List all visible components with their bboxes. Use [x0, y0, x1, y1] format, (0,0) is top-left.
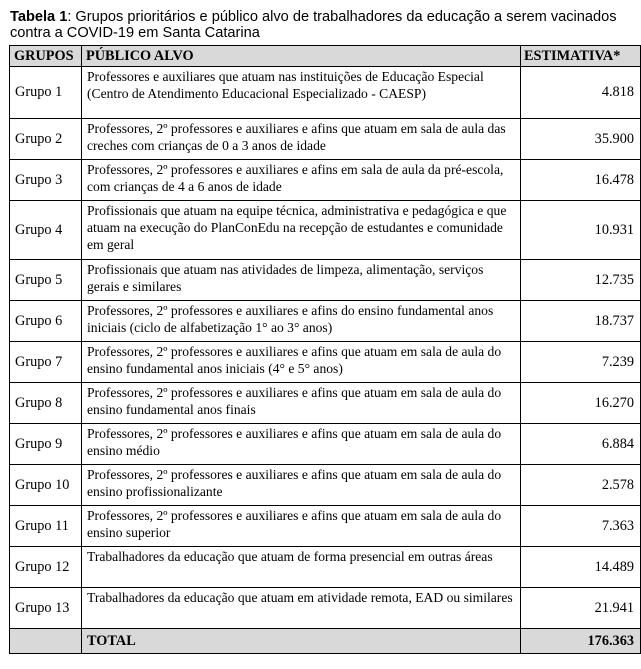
total-estimate: 176.363 — [521, 629, 641, 654]
header-target: PÚBLICO ALVO — [82, 46, 521, 67]
target-cell: Professores, 2º professores e auxiliares e afins que atuam em sala de aula do ensino fundamental anos finais — [82, 383, 521, 424]
total-label: TOTAL — [82, 629, 521, 654]
table-row — [10, 160, 641, 201]
group-cell: Grupo 4 — [10, 201, 82, 260]
table-row — [10, 547, 641, 588]
target-cell: Professores, 2º professores e auxiliares e afins que atuam em sala de aula do ensino fundamental anos iniciais (4° e 5° anos) — [82, 342, 521, 383]
table-row — [10, 119, 641, 160]
estimate-cell: 14.489 — [521, 547, 641, 588]
target-cell: Professores, 2º professores e auxiliares e afins que atuam em sala de aula do ensino médio — [82, 424, 521, 465]
estimate-cell: 10.931 — [521, 201, 641, 260]
table-row — [10, 342, 641, 383]
table-row — [10, 424, 641, 465]
estimate-cell: 7.239 — [521, 342, 641, 383]
group-cell: Grupo 7 — [10, 342, 82, 383]
estimate-cell: 4.818 — [521, 67, 641, 119]
group-cell: Grupo 8 — [10, 383, 82, 424]
target-cell: Trabalhadores da educação que atuam de forma presencial em outras áreas — [82, 547, 521, 588]
estimate-cell: 16.478 — [521, 160, 641, 201]
total-row — [10, 629, 641, 654]
table-row — [10, 67, 641, 119]
group-cell: Grupo 10 — [10, 465, 82, 506]
group-cell: Grupo 1 — [10, 67, 82, 119]
header-groups: GRUPOS — [10, 46, 82, 67]
estimate-cell: 16.270 — [521, 383, 641, 424]
group-cell: Grupo 11 — [10, 506, 82, 547]
group-cell: Grupo 3 — [10, 160, 82, 201]
group-cell: Grupo 6 — [10, 301, 82, 342]
priority-groups-table — [9, 45, 641, 654]
table-row — [10, 588, 641, 629]
group-cell: Grupo 12 — [10, 547, 82, 588]
target-cell: Professores, 2º professores e auxiliares e afins do ensino fundamental anos iniciais (ciclo de alfabetização 1° ao 3° anos) — [82, 301, 521, 342]
target-cell: Profissionais que atuam nas atividades de limpeza, alimentação, serviços gerais e similares — [82, 260, 521, 301]
table-row — [10, 465, 641, 506]
table-header-row — [10, 46, 641, 67]
group-cell: Grupo 13 — [10, 588, 82, 629]
target-cell: Professores e auxiliares que atuam nas instituições de Educação Especial (Centro de Atendimento Educacional Especializado - CAESP) — [82, 67, 521, 119]
estimate-cell: 21.941 — [521, 588, 641, 629]
target-cell: Trabalhadores da educação que atuam em atividade remota, EAD ou similares — [82, 588, 521, 629]
table-row — [10, 301, 641, 342]
estimate-cell: 35.900 — [521, 119, 641, 160]
target-cell: Professores, 2º professores e auxiliares e afins que atuam em sala de aula do ensino superior — [82, 506, 521, 547]
table-caption — [10, 9, 634, 41]
estimate-cell: 18.737 — [521, 301, 641, 342]
estimate-cell: 6.884 — [521, 424, 641, 465]
target-cell: Profissionais que atuam na equipe técnica, administrativa e pedagógica e que atuam na execução do PlanConEdu na recepção de estudantes e comunidade em geral — [82, 201, 521, 260]
caption-text: : Grupos prioritários e público alvo de trabalhadores da educação a serem vacinados contra a COVID-19 em Santa Catarina — [10, 9, 617, 41]
caption-label: Tabela 1 — [10, 9, 68, 25]
estimate-cell: 12.735 — [521, 260, 641, 301]
estimate-cell: 2.578 — [521, 465, 641, 506]
table-row — [10, 260, 641, 301]
estimate-cell: 7.363 — [521, 506, 641, 547]
target-cell: Professores, 2º professores e auxiliares e afins em sala de aula da pré-escola, com crianças de 4 a 6 anos de idade — [82, 160, 521, 201]
group-cell: Grupo 2 — [10, 119, 82, 160]
total-group-cell — [10, 629, 82, 654]
group-cell: Grupo 9 — [10, 424, 82, 465]
table-row — [10, 506, 641, 547]
target-cell: Professores, 2º professores e auxiliares e afins que atuam em sala de aula do ensino profissionalizante — [82, 465, 521, 506]
table-row — [10, 201, 641, 260]
table-row — [10, 383, 641, 424]
group-cell: Grupo 5 — [10, 260, 82, 301]
header-estimate: ESTIMATIVA* — [521, 46, 641, 67]
target-cell: Professores, 2º professores e auxiliares e afins que atuam em sala de aula das creches com crianças de 0 a 3 anos de idade — [82, 119, 521, 160]
